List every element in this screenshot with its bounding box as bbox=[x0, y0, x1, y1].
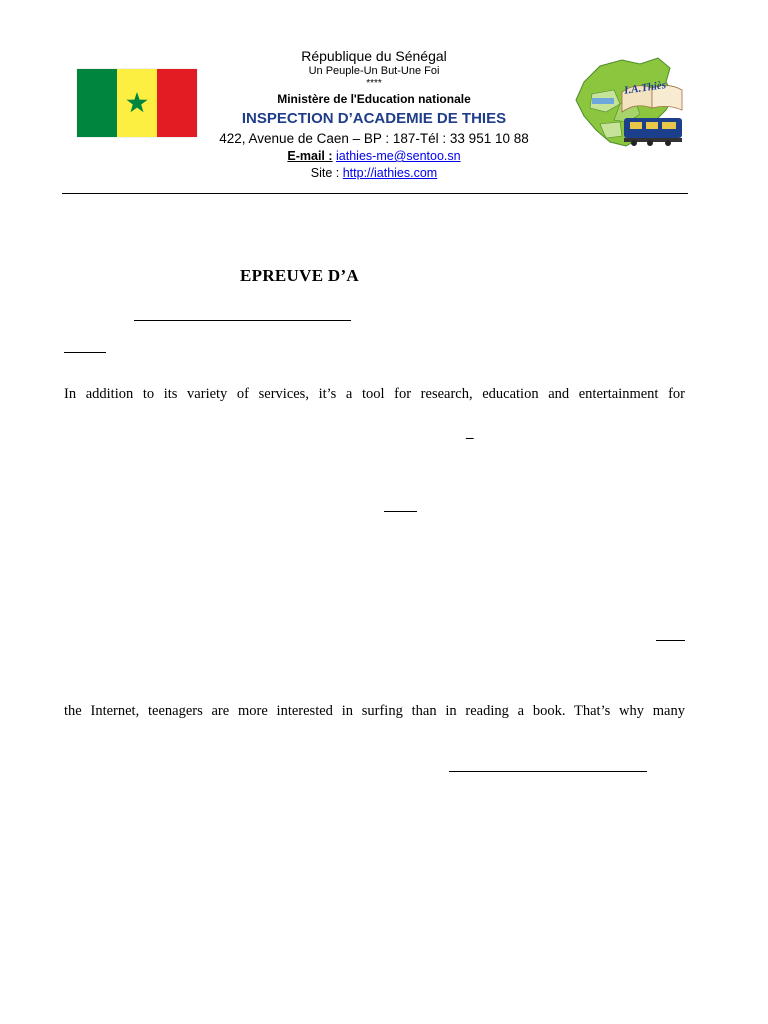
text-line bbox=[64, 703, 685, 720]
paragraph-line-1: In addition to its variety of services, it’s a tool for research, education and entertainment for bbox=[64, 386, 685, 402]
header-divider bbox=[62, 193, 688, 194]
ministry-name: Ministère de l'Education nationale bbox=[277, 92, 471, 106]
republic-name: République du Sénégal bbox=[301, 48, 447, 64]
blank-underline bbox=[449, 771, 647, 772]
national-motto: Un Peuple-Un But-Une Foi bbox=[308, 65, 440, 77]
email-link[interactable]: iathies-me@sentoo.sn bbox=[336, 149, 461, 163]
dash-mark: – bbox=[466, 430, 474, 446]
ia-thies-logo bbox=[570, 52, 690, 152]
email-line bbox=[200, 148, 548, 165]
blank-underline bbox=[134, 320, 351, 321]
exam-title: EPREUVE D’A bbox=[240, 266, 359, 285]
logo-text: I.A.Thiès bbox=[623, 79, 667, 97]
blank-underline bbox=[64, 352, 106, 353]
senegal-flag bbox=[77, 69, 197, 137]
site-link[interactable]: http://iathies.com bbox=[342, 166, 438, 180]
separator-stars: **** bbox=[366, 78, 382, 89]
blank-underline bbox=[384, 511, 417, 512]
site-label: Site : bbox=[310, 166, 340, 180]
blank-underline bbox=[656, 640, 685, 641]
text-line bbox=[64, 386, 685, 403]
site-line bbox=[200, 165, 548, 182]
inspection-name: INSPECTION D’ACADEMIE DE THIES bbox=[241, 110, 507, 127]
star-icon bbox=[77, 69, 197, 137]
letterhead bbox=[200, 47, 548, 182]
email-label: E-mail : bbox=[287, 149, 333, 163]
postal-address: 422, Avenue de Caen – BP : 187-Tél : 33 951 10 88 bbox=[219, 131, 529, 146]
paragraph-line-2: the Internet, teenagers are more interested in surfing than in reading a book. That’s why many bbox=[64, 703, 685, 719]
